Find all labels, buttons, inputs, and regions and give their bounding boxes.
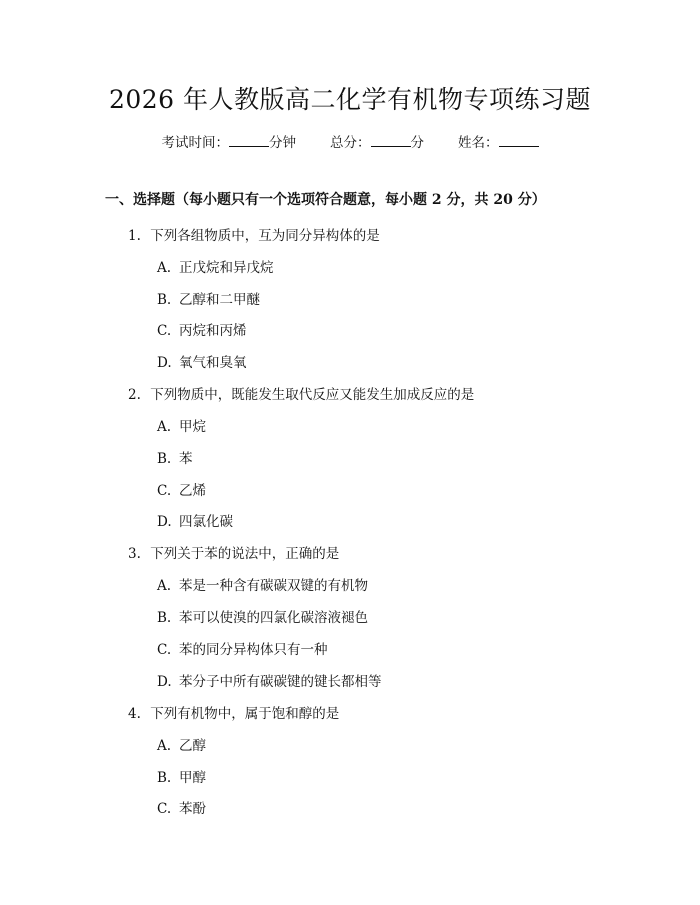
q4-option-c [157, 797, 206, 817]
question-text: 下列关于苯的说法中，正确的是 [150, 546, 340, 562]
option-letter: B. [157, 292, 172, 308]
option-text: 乙醇 [179, 738, 206, 754]
option-letter: B. [157, 610, 172, 626]
time-unit: 分钟 [269, 135, 296, 151]
q2-option-d [157, 510, 233, 530]
q2-option-b [157, 447, 193, 467]
option-text: 苯分子中所有碳碳键的键长都相等 [179, 674, 382, 690]
q2-option-c [157, 479, 206, 499]
score-unit: 分 [410, 135, 424, 151]
q4-option-b [157, 766, 206, 786]
q3-option-a [157, 574, 368, 594]
option-text: 甲烷 [179, 419, 206, 435]
score-label: 总分： [330, 135, 371, 151]
option-text: 苯 [179, 451, 193, 467]
option-letter: A. [157, 419, 172, 435]
exam-meta-line [0, 131, 700, 151]
option-text: 氧气和臭氧 [179, 355, 247, 371]
option-text: 苯的同分异构体只有一种 [179, 642, 328, 658]
time-blank [229, 132, 269, 147]
option-letter: C. [157, 323, 172, 339]
question-text: 下列物质中，既能发生取代反应又能发生加成反应的是 [150, 387, 475, 403]
option-letter: A. [157, 260, 172, 276]
question-number: 1. [128, 228, 141, 244]
option-letter: C. [157, 483, 172, 499]
option-text: 苯是一种含有碳碳双键的有机物 [179, 578, 368, 594]
option-letter: C. [157, 642, 172, 658]
page-title: 2026 年人教版高二化学有机物专项练习题 [108, 85, 592, 114]
option-text: 四氯化碳 [179, 514, 233, 530]
question-text: 下列各组物质中，互为同分异构体的是 [150, 228, 380, 244]
q1-option-d [157, 351, 247, 371]
option-text: 甲醇 [179, 770, 206, 786]
q1-option-a [157, 256, 274, 276]
option-text: 乙烯 [179, 483, 206, 499]
q3-option-b [157, 606, 368, 626]
name-label: 姓名： [458, 135, 499, 151]
option-text: 丙烷和丙烯 [179, 323, 247, 339]
option-text: 苯可以使溴的四氯化碳溶液褪色 [179, 610, 368, 626]
question-1 [128, 224, 380, 244]
option-letter: A. [157, 578, 172, 594]
name-blank [499, 132, 539, 147]
q3-option-c [157, 638, 328, 658]
q1-option-b [157, 288, 260, 308]
option-letter: B. [157, 451, 172, 467]
score-blank [371, 132, 411, 147]
question-number: 3. [128, 546, 141, 562]
option-letter: C. [157, 801, 172, 817]
option-text: 苯酚 [179, 801, 206, 817]
option-letter: D. [157, 674, 172, 690]
question-text: 下列有机物中，属于饱和醇的是 [150, 706, 340, 722]
question-2 [128, 383, 474, 403]
option-text: 正戊烷和异戊烷 [179, 260, 274, 276]
q3-option-d [157, 670, 382, 690]
question-number: 2. [128, 387, 141, 403]
option-letter: D. [157, 355, 172, 371]
q4-option-a [157, 734, 206, 754]
time-label: 考试时间： [161, 135, 229, 151]
question-number: 4. [128, 706, 141, 722]
option-text: 乙醇和二甲醚 [179, 292, 260, 308]
question-4 [128, 702, 339, 722]
option-letter: D. [157, 514, 172, 530]
option-letter: A. [157, 738, 172, 754]
q2-option-a [157, 415, 206, 435]
option-letter: B. [157, 770, 172, 786]
section-heading: 一、选择题（每小题只有一个选项符合题意，每小题 2 分，共 20 分） [105, 192, 546, 208]
q1-option-c [157, 319, 247, 339]
question-3 [128, 542, 339, 562]
